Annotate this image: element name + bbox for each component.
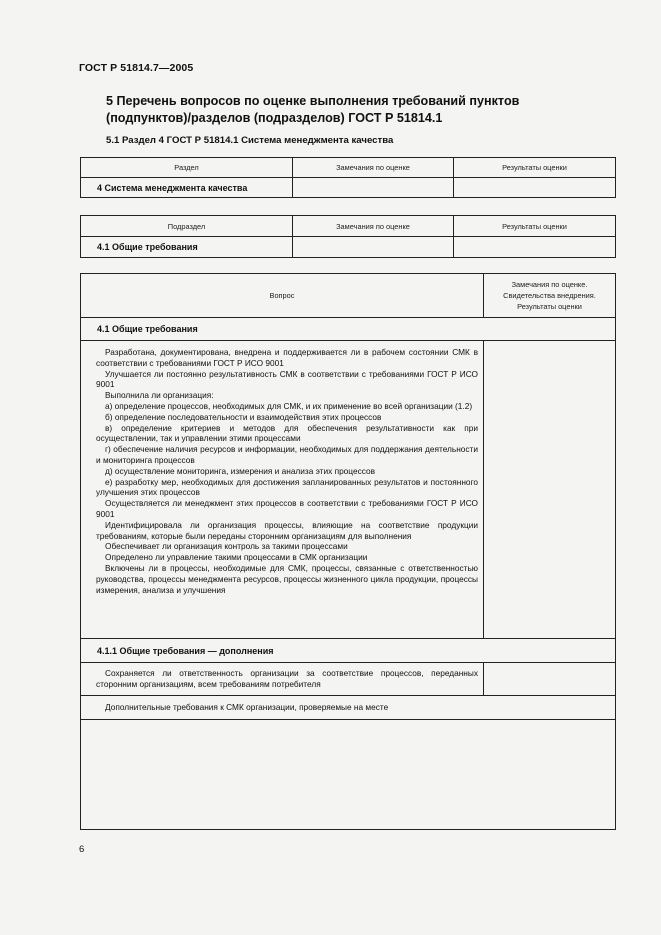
additional-requirements-blank <box>81 720 616 830</box>
column-header-results: Результаты оценки <box>454 216 616 237</box>
question-line: б) определение последовательности и взаимодействия этих процессов <box>105 411 382 422</box>
column-header-subsection: Подраздел <box>81 216 293 237</box>
table-cell-remarks <box>293 237 454 258</box>
page-number: 6 <box>79 844 85 855</box>
column-header-remarks: Замечания по оценке <box>293 158 454 178</box>
question-line: в) определение критериев и методов для обеспечения результативности как при осуществлении, так и управлении этими процессами <box>96 422 478 444</box>
question-line: Выполнила ли организация: <box>105 390 214 401</box>
question-line: Включены ли в процессы, необходимые для СМК, процессы, связанные с ответственностью руководства, процессы менеджмента ресурсов, процессы жизненного цикла продукции, процессы измерения, анализа и улучшения <box>96 562 478 595</box>
questions-table <box>80 273 616 830</box>
remarks-cell <box>484 663 616 696</box>
subsection-table <box>80 215 616 258</box>
question-line: д) осуществление мониторинга, измерения и анализа этих процессов <box>105 465 375 476</box>
column-header-question: Вопрос <box>81 274 484 318</box>
question-cell <box>81 663 484 696</box>
question-line: Улучшается ли постоянно результативность СМК в соответствии с требованиями ГОСТ Р ИСО 9001 <box>96 368 478 390</box>
column-header-remarks: Замечания по оценке. Свидетельства внедрения. Результаты оценки <box>484 274 616 318</box>
document-header: ГОСТ Р 51814.7—2005 <box>79 62 194 74</box>
question-line: а) определение процессов, необходимых для СМК, и их применение во всей организации (1.2) <box>105 400 473 411</box>
question-cell <box>81 341 484 639</box>
column-header-section: Раздел <box>81 158 293 178</box>
table-cell-remarks <box>293 178 454 198</box>
question-line: Обеспечивает ли организация контроль за такими процессами <box>105 541 348 552</box>
additional-requirements-label: Дополнительные требования к СМК организации, проверяемые на месте <box>105 702 389 712</box>
table-cell-results <box>454 178 616 198</box>
section-table <box>80 157 616 198</box>
question-line: Идентифицировала ли организация процессы, влияющие на соответствие продукции требованиям, которые были переданы сторонним организациям для выполнения <box>96 519 478 541</box>
question-line: Определено ли управление такими процессами в СМК организации <box>105 552 368 563</box>
additional-requirements-heading <box>81 696 616 720</box>
column-header-results: Результаты оценки <box>454 158 616 178</box>
group-heading: 4.1.1 Общие требования — дополнения <box>81 639 616 663</box>
question-line: е) разработку мер, необходимых для достижения запланированных результатов и постоянного улучшения этих процессов <box>96 476 478 498</box>
group-heading: 4.1 Общие требования <box>81 318 616 341</box>
table-row-label: 4.1 Общие требования <box>81 237 293 258</box>
column-header-remarks: Замечания по оценке <box>293 216 454 237</box>
question-line: Осуществляется ли менеджмент этих процессов в соответствии с требованиями ГОСТ Р ИСО 9001 <box>96 498 478 519</box>
remarks-cell <box>484 341 616 639</box>
question-line: Разработана, документирована, внедрена и поддерживается ли в рабочем состоянии СМК в соответствии с требованиями ГОСТ Р ИСО 9001 <box>96 347 478 368</box>
table-row-label: 4 Система менеджмента качества <box>81 178 293 198</box>
subsection-title: 5.1 Раздел 4 ГОСТ Р 51814.1 Система менеджмента качества <box>106 135 394 146</box>
section-title: 5 Перечень вопросов по оценке выполнения требований пунктов (подпунктов)/разделов (подразделов) ГОСТ Р 51814.1 <box>106 94 520 125</box>
question-line: г) обеспечение наличия ресурсов и информации, необходимых для поддержания деятельности и мониторинга процессов <box>96 444 478 465</box>
table-cell-results <box>454 237 616 258</box>
question-line: Сохраняется ли ответственность организации за соответствие процессов, переданных сторонним организациям, всем требованиям потребителя <box>96 668 478 689</box>
